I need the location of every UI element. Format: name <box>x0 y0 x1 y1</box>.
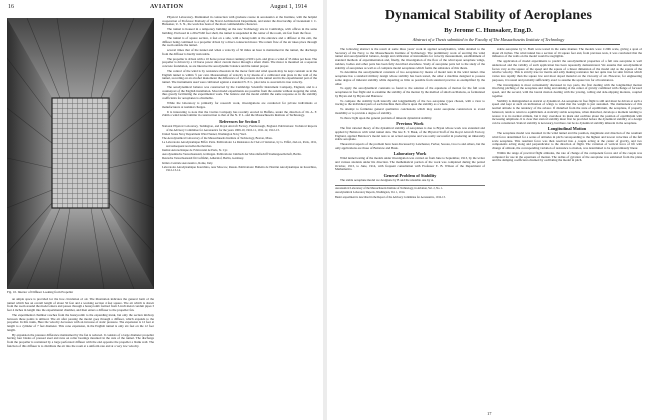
paragraph: The application of model experiments to predict the aerodynamical properties of a full size aeroplane is well understood and the validity of such application has been repeatedly demonstrated. We assume that aerodynamical forces vary as the square of the speed and the square of a linear dimension of the model and as the square of the relative velocity. This is strictly true for inertia and eddy making resistance but not quite true for skin friction which varies less rapidly than the square law and most doped material on the viscosity of air. However, for engineering purposes, it is usual and probably sufficiently exact to assume the square law for all resistances. <box>492 59 642 82</box>
paragraph: By expansion the pressure difference maintained by the fan is reduced. It consists of a large diameter propeller having four blades of pressed steel and runs on roller bearings mounted in the axis of the tunnel. The discharge from the propeller is restrained by a large perforated diffuser with the end opposite the propeller a blank wall. The function of this diffuser is to distribute the air into the room at a uniform rate and at a very low velocity. <box>7 332 154 348</box>
references-list <box>162 125 317 173</box>
right-page <box>327 0 650 420</box>
paragraph: To apply the aerodynamical constants so found to the solution of the equations of motion for the full scale aeroplanes in free flight and to examine the stability of the motion by the method of small oscillations, as formulated by Bryan and by Bryan and Bairstow. <box>335 86 485 98</box>
paragraph: To attempt to formulate general qualitative conclusions which may assist aeroplane constructors to avoid instability or to provide a degree of stability. <box>335 107 485 115</box>
paragraph: The first rational theory of the dynamical stability of aeroplanes is due to Bryan whose work was extended and applied by Bairstow with wind tunnel data. The late E. T. Busk, of the Physical Staff of the Royal Aircraft Factory, England, applied Bairstow's model tests to an actual aeroplane and was really successful in producing an inherently stable aeroplane. <box>335 126 485 142</box>
paragraph: The aerodynamical balance was constructed by the Cambridge Scientific Instrument Company, England, and is a counterpart of the English installation. Most model experiments are possible from the outside without stopping the wind, thus greatly facilitating the experimental work. The balance and the model exhibit the same response as in the stability coefficients for aeroplanes is obtainable. <box>162 85 317 101</box>
page-number-right: 17 <box>487 411 492 416</box>
paragraph: Stability is distinguished as statical or dynamical. An aeroplane in free flight is still and must be driven at such a speed and kept at such an inclination of wings to wind that the weight is just sustained. The maintenance of this normal attitude is the tendency of the aviator. If disturbed from the state of equilibrium, the aeroplane, if properly balanced, tends to return to equilibrium. A statically stable aeroplane, when disturbed, develops a moment tending to restore it to its normal attitude, but it may overshoot its mark and oscillate about the position of equilibrium with increasing amplitude. It is clear that statical stability must first be provided before the dynamical stability of a design can be considered. Statical stability is necessary, but there can be no dynamical stability inherent in the aeroplane. <box>492 98 642 125</box>
paragraph: Within the range of practical flight attitudes, the rate of change of the component forces and of the couple was computed for use in the equations of motion. The radius of gyration of the aeroplane was estimated from the plans and the damping coefficient obtained by oscillating the model in pitch. <box>492 151 642 163</box>
footnote: Aeronautical Laboratory of the Massachusetts Institute of Technology, in Aviation, Vol. 2, No. 1. <box>335 186 444 190</box>
references-heading: References for Section I <box>219 119 260 125</box>
diffuser-photo-image <box>7 18 154 289</box>
reference-item: Laboratoire Aérodynamique Koutchino, near Moscow, Russia. Publications: Bulletin de l'Institut Aérodynamique de Koutchino, 1912-13-14. <box>162 164 317 173</box>
paragraph: The stable aeroplane model we designate by B and the unstable one by A. <box>340 177 435 182</box>
figure-caption: Fig. 10. Interior of Diffuser Looking from Propeller <box>7 290 74 294</box>
wind-tunnel-diffuser-photo <box>7 18 154 289</box>
abstract-line: Abstract of a Thesis submitted to the Faculty of The Massachusetts Institute of Technology <box>412 37 565 42</box>
paragraph: Wind tunnel testing of the models under investigation was carried on from June to September, 1913, by the writer and various students under his direction. The mathematical portion of the work was completed during the period October, 1913, to June, 1914, with frequent consultation with Professor E. B. Wilson of the Department of Mathematics. <box>335 156 485 172</box>
paragraph: To compare the stability both laterally and longitudinally of the two aeroplane types chosen, with a view to tracing to the individual parts of each machine their effects upon the stability as a whole. <box>335 98 485 107</box>
paragraph: To determine the aerodynamical constants of two aeroplanes by means of model tests in the wind tunnel. One aeroplane has a standard military design whose stability has been tested, the other a machine designed to possess some degree of inherent stability while departing as little as possible from standard practice as exemplified by the other. <box>335 70 485 86</box>
reference-item: Aerodynamische Versuchsanstalt, Göttingen. Publications: Jahrbuch der Motorluftschiff Studiengesellschaft, Berlin. <box>162 152 302 157</box>
paragraph: The tunnel is housed in a temporary building on the new Technology site in Cambridge, with offices in the same building. Enclosed in a 20x27x60 foot shell, the tunnel is suspended in the center of the room, six feet from the floor. <box>162 27 317 35</box>
section-heading-previous-work: Previous Work <box>396 121 424 127</box>
paragraph: stable aeroplane by U. Both were tested in the same manner. The models were 1:20th scale, giving a span of about 24 inches. The wind tunnel has a section of 16 square feet and, from previous tests, it was concluded that the influence of the walls on the model would be negligible. <box>492 48 642 59</box>
footnote: Busk's experiment is described in the Report of the Advisory Committee for Aeronautics, 1912-13. <box>335 195 446 199</box>
paragraph: The tunnel is of square section, 4 feet on a side, with a honeycomb at the entrance and a diffuser at the exit, the diffuser being continued to a propeller driven by a direct-connected motor. The return flow of the air takes place through the room outside the tunnel. <box>162 35 317 48</box>
reference-item: Institut Aérotechnique de l'Université de Paris, St. Cyr. <box>162 148 228 153</box>
footnotes <box>335 185 485 199</box>
paragraph: several times that of the tunnel and when a velocity of 30 miles an hour is maintained in the tunnel, the discharge from the diffuser is hardly noticeable. <box>162 48 317 56</box>
reference-item: Le Laboratoire Aérodynamique Eiffel. Paris. Publications: La Résistance de l'Air et l'Aviation, by G. Eiffel, 2nd ed., Paris, 1911, and subsequent nouvelles Recherches. <box>162 140 317 148</box>
paragraph: Theoretical aspects of the problem have been discussed by Lanchester, Ferber, Soreau, Crocco and others, but the only applications are those of Bairstow and Busk. <box>335 142 485 150</box>
paragraph: While the laboratory is primarily for research work, investigations are conducted for private individuals or manufacturers at nominal charges. <box>162 101 317 109</box>
running-head: AVIATION <box>150 4 184 10</box>
reference-item: United States Navy Department Wind Tunnel, Washington Navy Yard. <box>162 131 247 136</box>
left-page <box>0 0 323 420</box>
issue-date: August 1, 1914 <box>270 4 307 10</box>
left-col2-text <box>162 16 317 416</box>
paragraph: The aeroplane model was mounted in the wind tunnel and the position, magnitude and direction of the resultant wind force determined for a series of attitudes in pitch corresponding to the highest and lowest velocities of the full scale aeroplane. This resultant force was then resolved into a couple acting at the center of gravity, and two components acting along and perpendicular to the direction of flight. The variation of vertical force of lift with change of attitude, the corresponding variation of resistance to motion, was determined to be approximately linear. <box>492 131 642 151</box>
paragraph: The following abstract is the result of some three years' work in applied aerodynamics, while detailed to the Secretary of the Navy, to the Massachusetts Institute of Technology. The preliminary work of erecting the wind tunnel and aerodynamical balance, design and calibration of instruments for velocity measurement, establishment of standard methods of experimentation and, finally, the investigation of the flow of the wind upon aeroplane wings, rudders, bodies and other parts has been fully described elsewhere. Study of aeroplane parts led to the study of the stability of aeroplanes as well as of complete model aeroplanes which forms the substance of this thesis. <box>335 48 485 70</box>
right-col2-text <box>492 48 642 410</box>
reference-item: Deutsche Versuchsanstalt für Luftfahrt, Adlershof, Berlin, Germany. <box>162 156 244 161</box>
title-rule <box>357 44 620 45</box>
paragraph: The control of the wind is by resistance rheostats in the motor field and wind speeds may be kept constant as in the English tunnel to within ½ per cent. Measurement of velocity is by means of a calibrated side plate in the wall of the tunnel, recording on an alcohol manometer the difference of the pressure in the tunnel and in the experimental part of the tunnel. The instruments used were calibrated against a standard N. P. L. pitot tube to ascertain its true velocity. <box>162 69 317 85</box>
page-number-left: 16 <box>8 4 14 10</box>
reference-item: The Aerodynamical Laboratory of the Massachusetts Institute of Technology, Boston, Mass. <box>162 136 273 141</box>
reference-item: National Physical Laboratory, Teddington, and Royal Aircraft Factory, Farnborough, England. Publications: Technical Reports of the Advisory Committee for Aeronautics for the years 1909-10, 1910-11, 1911-12, 1912-13. <box>162 124 317 132</box>
footnote: Aerodynamical Laboratory Reports, Washington, Vol. 1, 1914. <box>335 191 406 195</box>
section-heading-longitudinal-motion: Longitudinal Motion <box>547 126 587 132</box>
paragraph: The propeller is driven with a 10 horse power motor running at 900 r.p.m. and gives a wind of 35 miles per hour. The propeller is driven by a 10 horse power direct current motor through a silent chain. The motor is mounted on a separate concrete foundation, as are likewise the aerodynamic balance and the tunnel proper. <box>162 56 317 69</box>
paragraph: To throw light upon the general problem of inherent dynamical stability. <box>340 115 433 120</box>
article-title: Dynamical Stability of Aeroplanes <box>384 8 593 23</box>
section-heading-laboratory-work: Laboratory Work <box>393 151 427 157</box>
right-col1-text <box>335 48 485 414</box>
paragraph: Physical Laboratory. Maintained in connection with graduate course in aeronautics at the Institute, with the helpful cooperation of Professor Peabody of the Naval Architectural Department, and under the directorship of Lieutenant J. C. Hunsaker, U. S. N., the work has been of the most commendable character. <box>162 16 317 27</box>
paragraph: The investigation is most conveniently discussed in two parts, the first dealing with the longitudinal motion involving pitching of the aeroplane and rising and sinking of the center of gravity combined with change of forward speed, and the second, with the lateral motion dealing with the yawing, rolling and side-slipping motions, coupled together. <box>492 82 642 98</box>
paragraph: The experimental chamber reaches from the honeycomb to the expanding trunk, but only the section midway between these points is utilized. The air after passing the model goes through a diffuser, which expands to the propeller. In this trunk, Here the velocity decreases with an increase of static pressure. The expansion is 12 feet at length to a cylinder of 7 feet diameter. This cone expansion, in the English tunnel is only six feet on the 12 foot length. <box>7 313 154 332</box>
paragraph: an ample space is provided for the free circulation of air. The illustration indicates the general form of the tunnel which has an overall length of about 50 feet and a working section 4 feet square. The air which is drawn from the room around the model enters and passes through a honeycomb formed from 3-inch metal conduit pipes 3 feet 4 inches in length into the experimental chamber, and then enters a diffuser to the propeller fan. <box>7 298 154 313</box>
section-heading-general-problem: General Problem of Stability <box>383 172 437 178</box>
paragraph: It is interesting to note that the Curtiss Company has recently erected in Buffalo, under the direction of Dr. A. F. Zahm a wind tunnel similar in construction to that of the N. P. L. and the Massachusetts Institute of Technology. <box>162 109 317 118</box>
article-author: By Jerome C. Hunsaker, Eng.D. <box>444 27 533 34</box>
reference-item: Istituto Centrale Aeronautico, Rome, Italy. <box>162 160 214 165</box>
left-col1-text <box>7 298 154 416</box>
